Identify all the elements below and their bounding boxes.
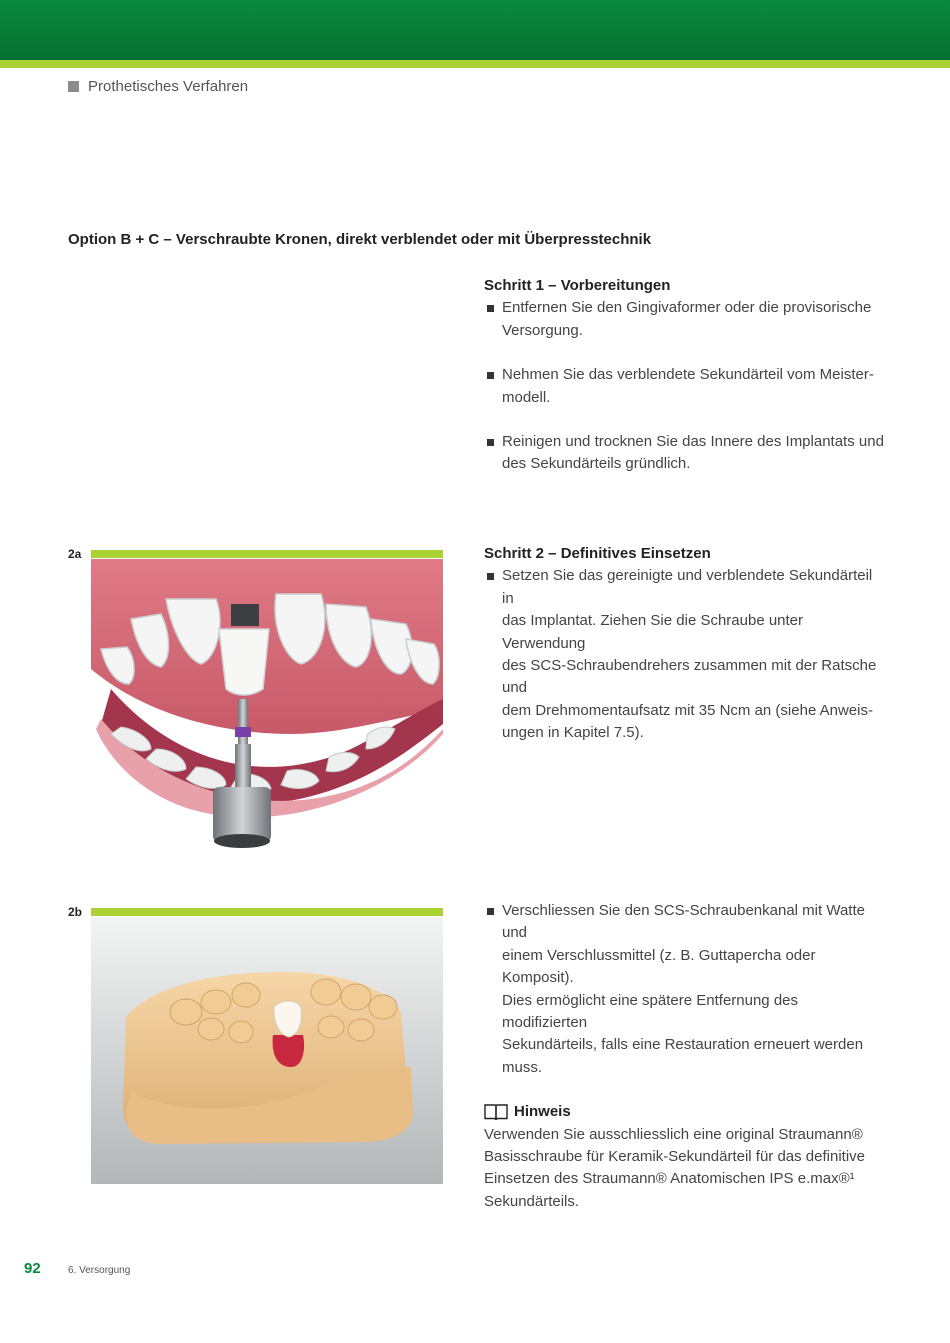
step1-bullet-1 [484,297,884,342]
bullet-square-icon [487,439,494,446]
bullet-line: muss. [502,1058,543,1076]
figure-2b-bar [91,908,443,916]
section-square-icon [68,81,79,92]
note-title: Hinweis [514,1103,571,1121]
bullet-line: Dies ermöglicht eine spätere Entfernung des modifizierten [502,991,799,1032]
bullet-line: Reinigen und trocknen Sie das Innere des Implantats und [502,433,884,451]
note-heading [484,1101,884,1123]
step1-block [484,275,884,476]
note-line: Einsetzen des Straumann® Anatomischen IPS e.max®¹ [484,1170,855,1188]
bullet-line: ungen in Kapitel 7.5). [502,724,644,742]
bullet-square-icon [487,305,494,312]
bullet-line: Sekundärteils, falls eine Restauration erneuert werden [502,1036,864,1054]
figure-2a-bar [91,550,443,558]
section-label-text: Prothetisches Verfahren [88,78,249,95]
step3-bullet-1 [484,900,884,1079]
bullet-line: Verschliessen Sie den SCS-Schraubenkanal mit Watte und [502,902,865,942]
bullet-line: das Implantat. Ziehen Sie die Schraube unter Verwendung [502,612,804,652]
bullet-line: modell. [502,388,551,406]
section-label [68,78,248,95]
bullet-line: Entfernen Sie den Gingivaformer oder die provisorische [502,299,872,317]
note-line: Sekundärteils. [484,1192,580,1210]
bullet-line: Versorgung. [502,321,583,339]
figure-2a-label: 2a [68,547,82,561]
bullet-line: des Sekundärteils gründlich. [502,455,691,473]
figure-2a-illustration [91,559,443,859]
step1-bullet-2 [484,364,884,409]
bullet-line: Setzen Sie das gereinigte und verblendete Sekundärteil in [502,567,873,607]
bullet-line: Nehmen Sie das verblendete Sekundärteil vom Meister- [502,366,874,384]
step1-title: Schritt 1 – Vorbereitungen [484,277,671,294]
header-band [0,0,950,60]
step2-title: Schritt 2 – Definitives Einsetzen [484,545,711,562]
bullet-square-icon [487,573,494,580]
note-body [484,1124,884,1214]
footer-chapter: 6. Versorgung [68,1265,131,1276]
page-number: 92 [24,1260,41,1277]
header-stripe [0,60,950,68]
bullet-square-icon [487,372,494,379]
note-line: Basisschraube für Keramik-Sekundärteil für das definitive [484,1148,866,1166]
bullet-line: einem Verschlussmittel (z. B. Guttapercha oder Komposit). [502,946,816,987]
step2-bullet-1 [484,565,884,744]
step1-bullet-3 [484,431,884,476]
bullet-line: des SCS-Schraubendrehers zusammen mit der Ratsche und [502,657,877,697]
bullet-line: dem Drehmomentaufsatz mit 35 Ncm an (siehe Anweis- [502,701,873,719]
bullet-square-icon [487,908,494,915]
step2-block [484,543,884,745]
book-icon [484,1103,508,1121]
figure-2b-label: 2b [68,905,83,919]
note-line: Verwenden Sie ausschliesslich eine original Straumann® [484,1125,863,1143]
figure-2b-photo [91,917,443,1184]
option-heading: Option B + C – Verschraubte Kronen, direkt verblendet oder mit Überpresstechnik [68,231,652,248]
step3-block [484,900,884,1213]
